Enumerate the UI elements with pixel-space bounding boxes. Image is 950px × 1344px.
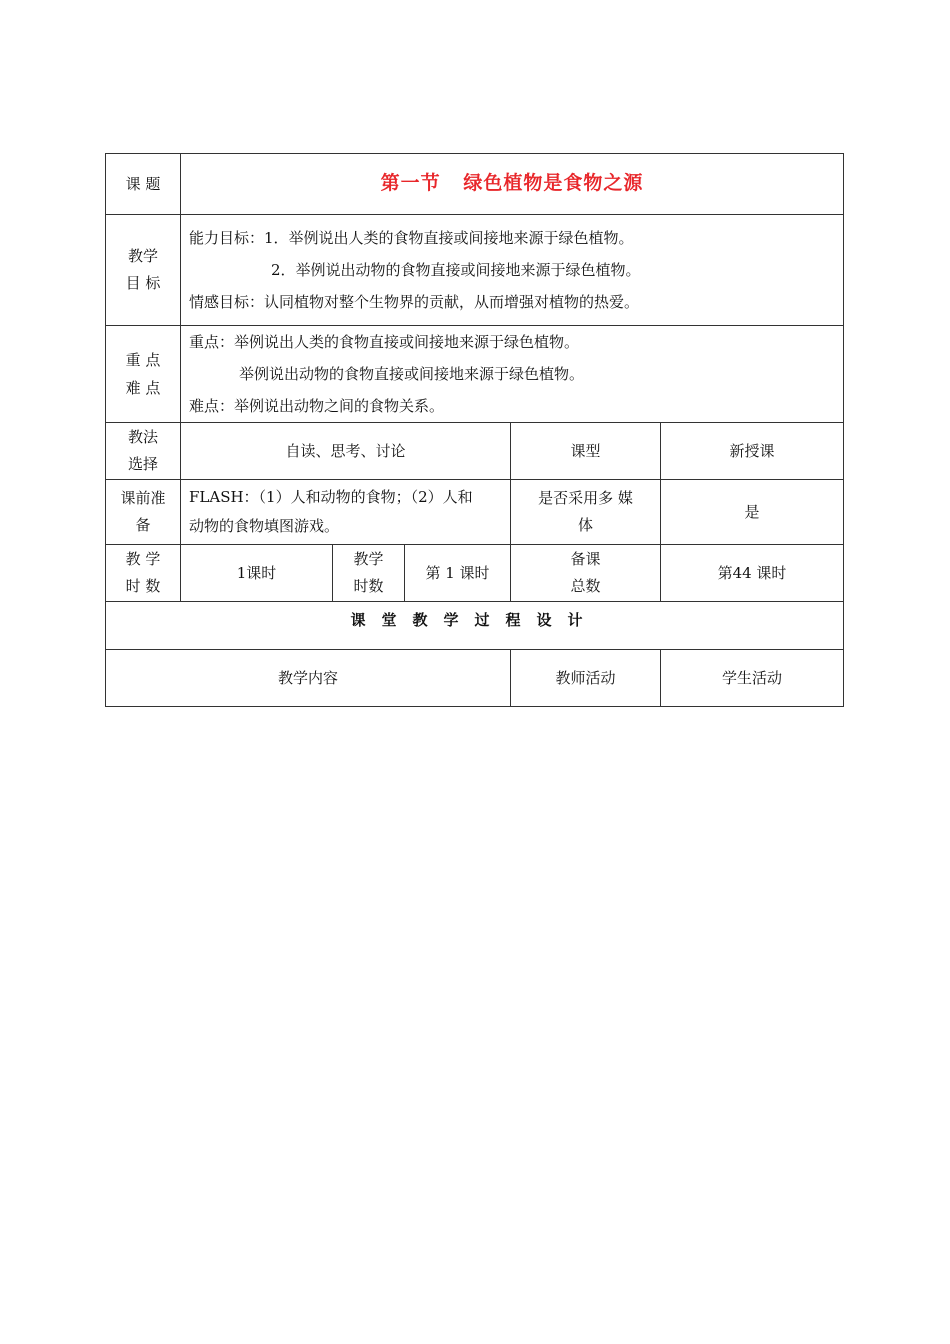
method-label [106,423,181,480]
method-label-line2: 选择 [127,455,158,473]
hours-label-b-line1: 教学 [353,550,384,568]
prep-total-label [511,545,661,602]
objective-ability-2: 2．举例说出动物的食物直接或间接地来源于绿色植物。 [271,261,641,279]
hours-label-b-line2: 时数 [353,577,384,595]
method-label-line1: 教法 [127,428,158,446]
objectives-label-line2: 目 标 [125,274,161,292]
hours-value: 1课时 [181,545,333,602]
prep-value-line1: FLASH：（1）人和动物的食物；（2）人和 [189,488,473,506]
method-value: 自读、思考、讨论 [181,423,511,480]
col-teacher-header: 教师活动 [511,650,661,707]
hours-label-line2: 时 数 [125,577,161,595]
hours-label-line1: 教 学 [125,550,161,568]
key-points-content [181,326,844,423]
prep-label [106,480,181,545]
prep-total-label-line2: 总数 [570,577,601,595]
topic-label: 课 题 [106,154,181,215]
key-points-label [106,326,181,423]
type-label: 课型 [511,423,661,480]
difficult-point: 难点：举例说出动物之间的食物关系。 [189,397,445,415]
prep-label-line1: 课前准 [120,489,166,507]
lesson-plan-table [105,153,844,707]
media-label [511,480,661,545]
prep-total-label-line1: 备课 [570,550,601,568]
col-student-header: 学生活动 [661,650,844,707]
type-value: 新授课 [661,423,844,480]
prep-total-value: 第44 课时 [661,545,844,602]
objectives-label-line1: 教学 [127,247,158,265]
key-points-label-line1: 重 点 [125,351,161,369]
objective-ability-1: 能力目标：1．举例说出人类的食物直接或间接地来源于绿色植物。 [189,229,634,247]
prep-value [181,480,511,545]
hours-label [106,545,181,602]
media-value: 是 [661,480,844,545]
key-points-label-line2: 难 点 [125,379,161,397]
prep-value-line2: 动物的食物填图游戏。 [189,517,340,535]
media-label-line1: 是否采用多 媒 [538,489,633,507]
lesson-title [181,154,844,215]
prep-label-line2: 备 [135,516,151,534]
hours-value-b: 第 1 课时 [405,545,511,602]
lesson-title-text: 第一节 绿色植物是食物之源 [380,172,644,194]
col-content-header: 教学内容 [106,650,511,707]
process-title [106,602,844,650]
hours-label-b [333,545,405,602]
key-point-1: 重点：举例说出人类的食物直接或间接地来源于绿色植物。 [189,333,580,351]
objectives-label [106,215,181,326]
media-label-line2: 体 [577,516,593,534]
objectives-content [181,215,844,326]
process-title-text: 课堂教学过程设计 [350,611,599,629]
key-point-2: 举例说出动物的食物直接或间接地来源于绿色植物。 [239,365,585,383]
objective-emotion: 情感目标：认同植物对整个生物界的贡献，从而增强对植物的热爱。 [189,293,640,311]
